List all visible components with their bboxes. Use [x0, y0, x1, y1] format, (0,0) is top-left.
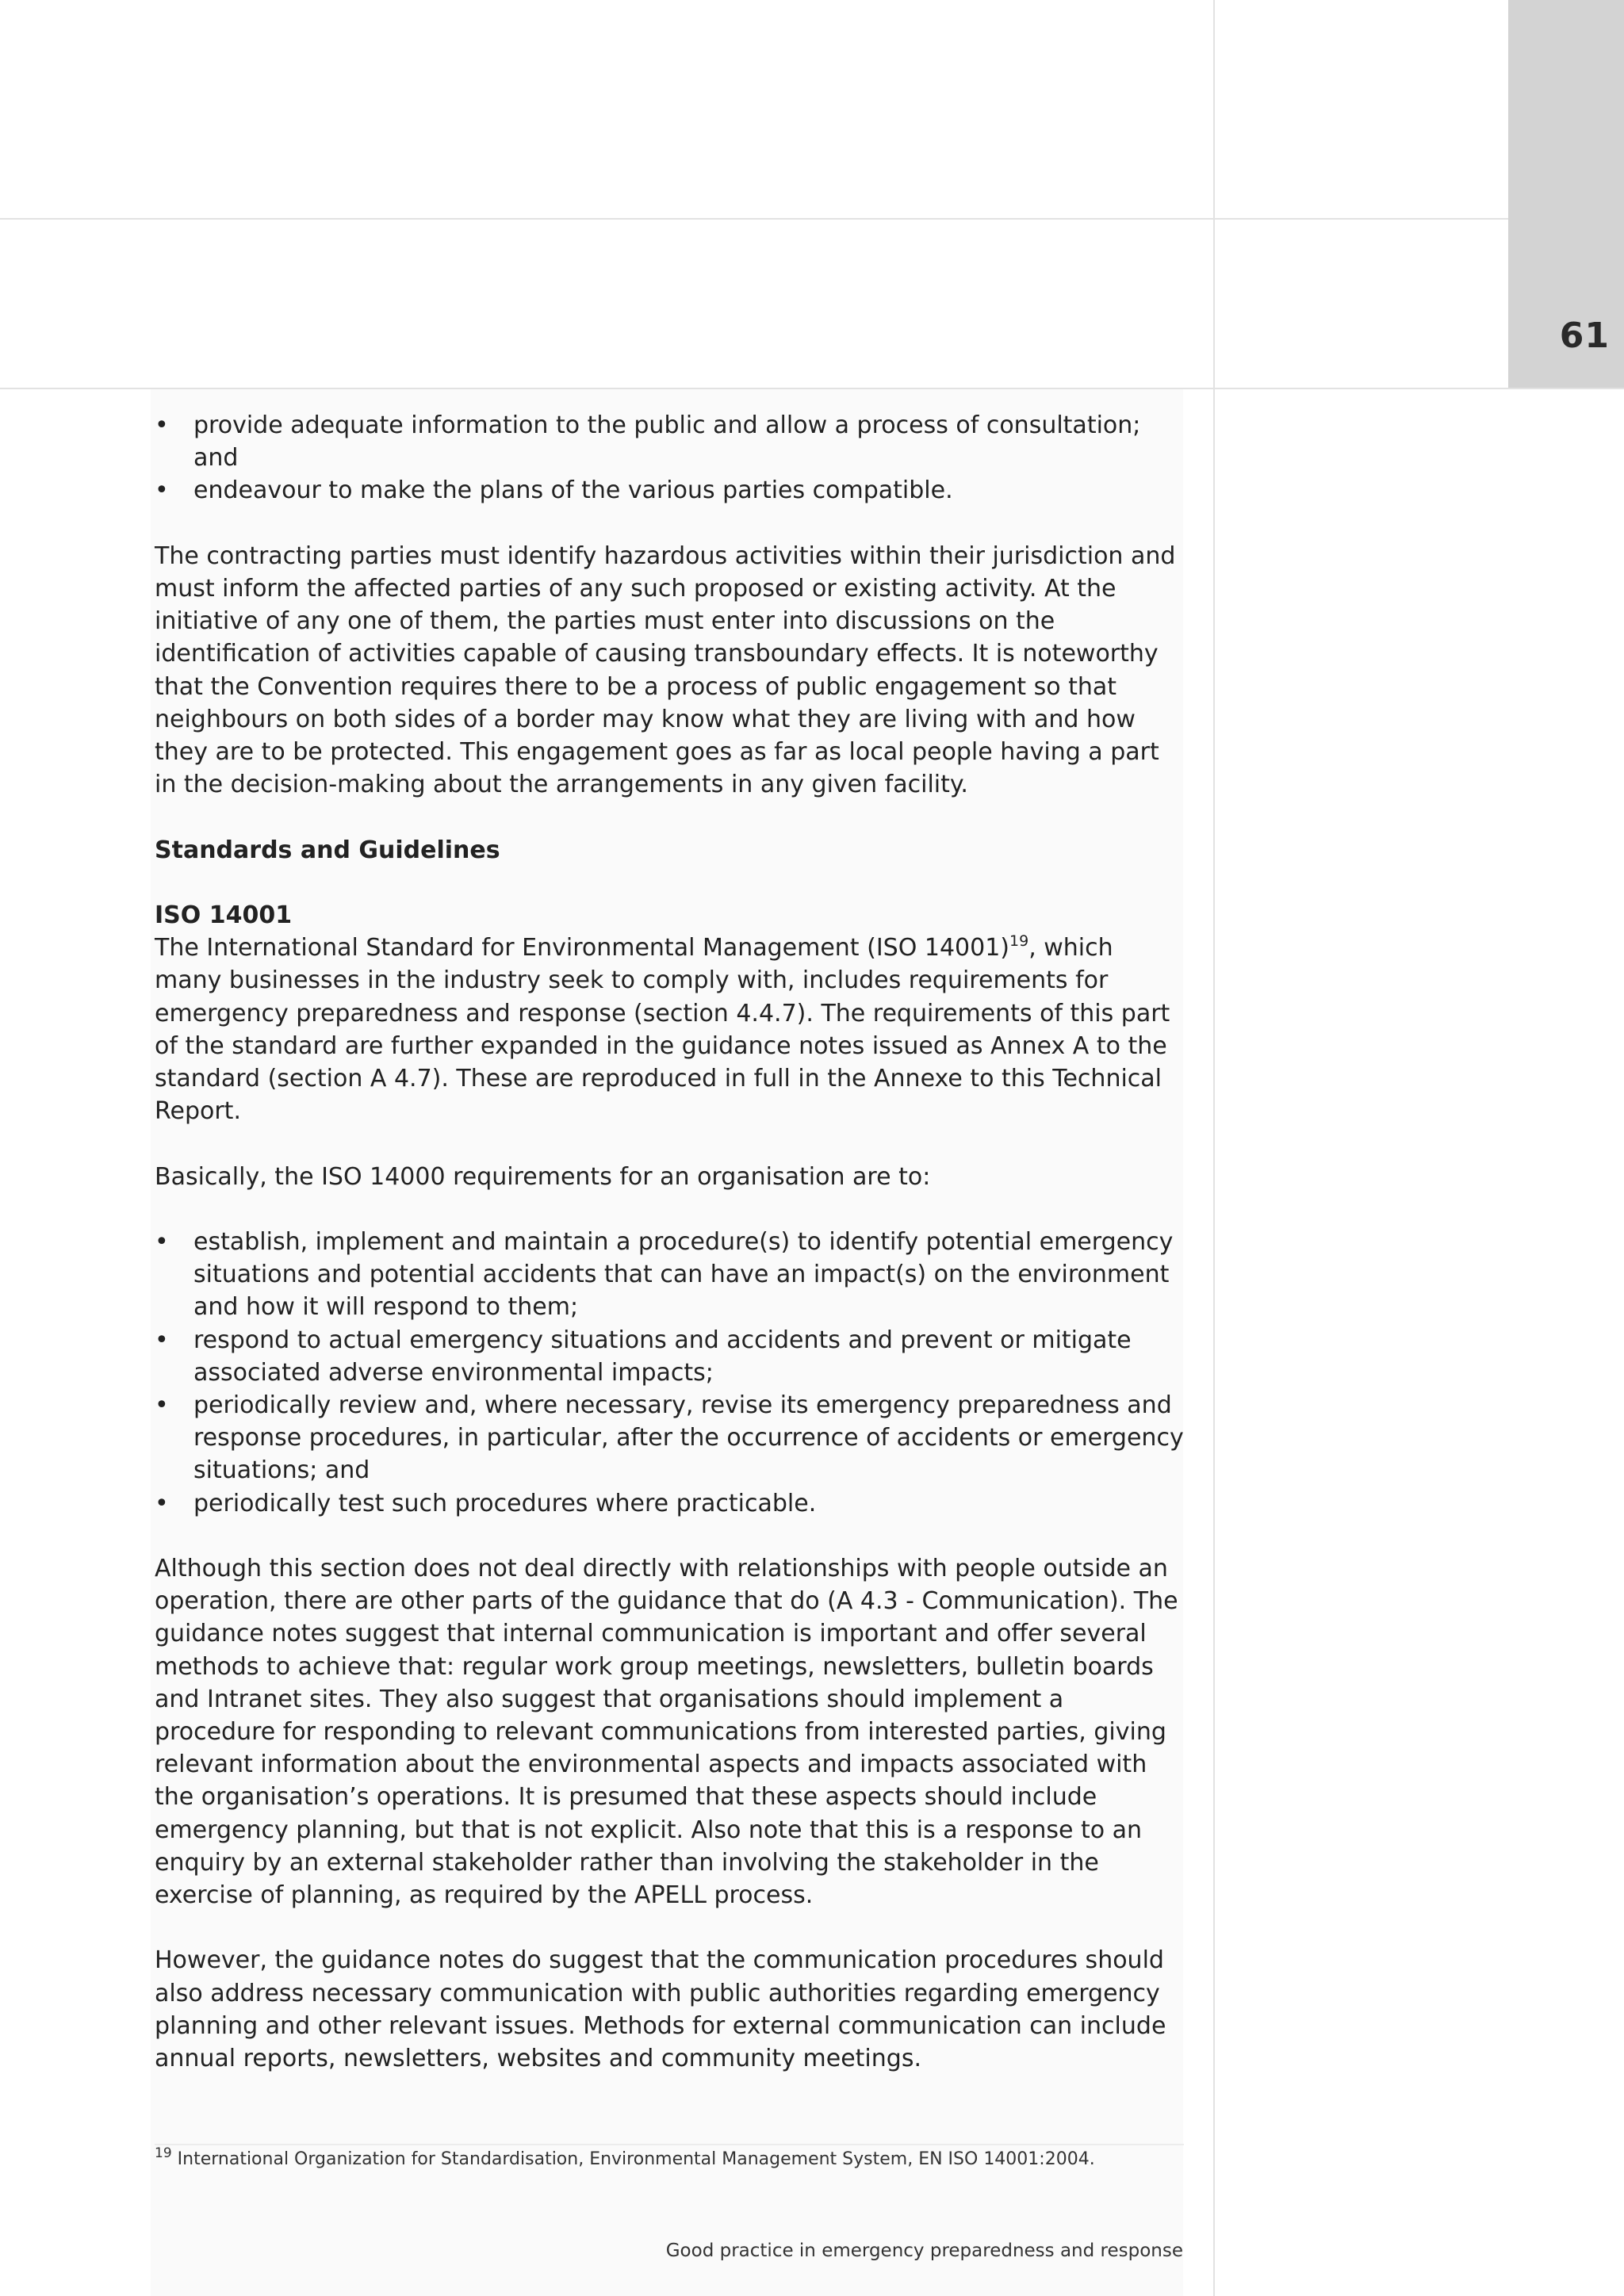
paragraph-iso-text-cont: , which many businesses in the industry seek to comply with, includes requirements for emergency preparedness and response (section 4.4.7). The requirements of this part of the standard are further expanded in the guidance notes issued as Annex A to the standard (section A 4.7). These are reproduced in full in the Annexe to this Technical Report. — [155, 934, 1170, 1126]
paragraph-although: Although this section does not deal directly with relationships with people outside an operation, there are other parts of the guidance that do (A 4.3 - Communication). The guidance notes suggest that internal communication is important and offer several methods to achieve that: regular work group meetings, newsletters, bulletin boards and Intranet sites. They also suggest that organisations should implement a procedure for responding to relevant communications from interested parties, giving relevant information about the environmental aspects and impacts associated with the organisation’s operations. It is presumed that these aspects should include emergency planning, but that is not explicit. Also note that this is a response to an enquiry by an external stakeholder rather than involving the stakeholder in the exercise of planning, as required by the APELL process. — [155, 1555, 1178, 1910]
bullet-icon: • — [155, 1228, 169, 1256]
paragraph-however: However, the guidance notes do suggest that the communication procedures should also address necessary communication with public authorities regarding emergency planning and other relevant issues. Methods for external communication can include annual reports, newsletters, websites and community meetings. — [155, 1946, 1166, 2073]
subsection-heading: ISO 14001 — [155, 901, 293, 929]
list-item — [155, 1389, 1185, 1487]
list-item — [155, 1487, 1185, 1520]
section-heading: Standards and Guidelines — [155, 836, 500, 864]
footnote — [155, 2145, 1185, 2172]
bullet-icon: • — [155, 411, 169, 439]
header-rule-top — [0, 218, 1508, 220]
bullet-icon: • — [155, 1326, 169, 1354]
footnote-text: International Organization for Standardisation, Environmental Management System, EN ISO 14001:2004. — [177, 2149, 1095, 2169]
bullet-list-top — [155, 409, 1185, 507]
paragraph-iso — [155, 932, 1185, 1127]
page-number: 61 — [1559, 316, 1610, 356]
footnote-number: 19 — [155, 2145, 172, 2161]
list-item — [155, 409, 1185, 474]
body-text — [155, 409, 1185, 2107]
list-item-text: respond to actual emergency situations and accidents and prevent or mitigate associated adverse environmental impacts; — [193, 1326, 1132, 1387]
footnote-rule — [155, 2144, 1184, 2145]
list-item-text: provide adequate information to the public and allow a process of consultation; and — [193, 411, 1141, 473]
list-item-text: establish, implement and maintain a procedure(s) to identify potential emergency situations and potential accidents that can have an impact(s) on the environment and how it will respond to them; — [193, 1228, 1174, 1322]
bullet-icon: • — [155, 1489, 169, 1517]
bullet-list-iso — [155, 1226, 1185, 1520]
running-footer: Good practice in emergency preparedness and response — [665, 2241, 1183, 2261]
margin-divider — [1213, 0, 1215, 2296]
list-item — [155, 474, 1185, 507]
bullet-icon: • — [155, 1391, 169, 1420]
list-item-text: periodically test such procedures where practicable. — [193, 1489, 817, 1517]
list-item — [155, 1324, 1185, 1389]
list-item-text: endeavour to make the plans of the various parties compatible. — [193, 476, 953, 505]
list-item — [155, 1226, 1185, 1324]
footnote-reference: 19 — [1009, 932, 1029, 951]
list-item-text: periodically review and, where necessary, revise its emergency preparedness and response procedures, in particular, after the occurrence of accidents or emergency situations; and — [193, 1391, 1184, 1485]
paragraph-iso-text: The International Standard for Environmental Management (ISO 14001) — [155, 934, 1009, 962]
paragraph-basically: Basically, the ISO 14000 requirements for an organisation are to: — [155, 1162, 931, 1191]
bullet-icon: • — [155, 476, 169, 505]
paragraph-convention: The contracting parties must identify hazardous activities within their jurisdiction and must inform the affected parties of any such proposed or existing activity. At the initiative of any one of them, the parties must enter into discussions on the identification of activities capable of causing transboundary effects. It is noteworthy that the Convention requires there to be a process of public engagement so that neighbours on both sides of a border may know what they are living with and how they are to be protected. This engagement goes as far as local people having a part in the decision-making about the arrangements in any given facility. — [155, 541, 1176, 799]
page-number-tab — [1508, 0, 1624, 388]
